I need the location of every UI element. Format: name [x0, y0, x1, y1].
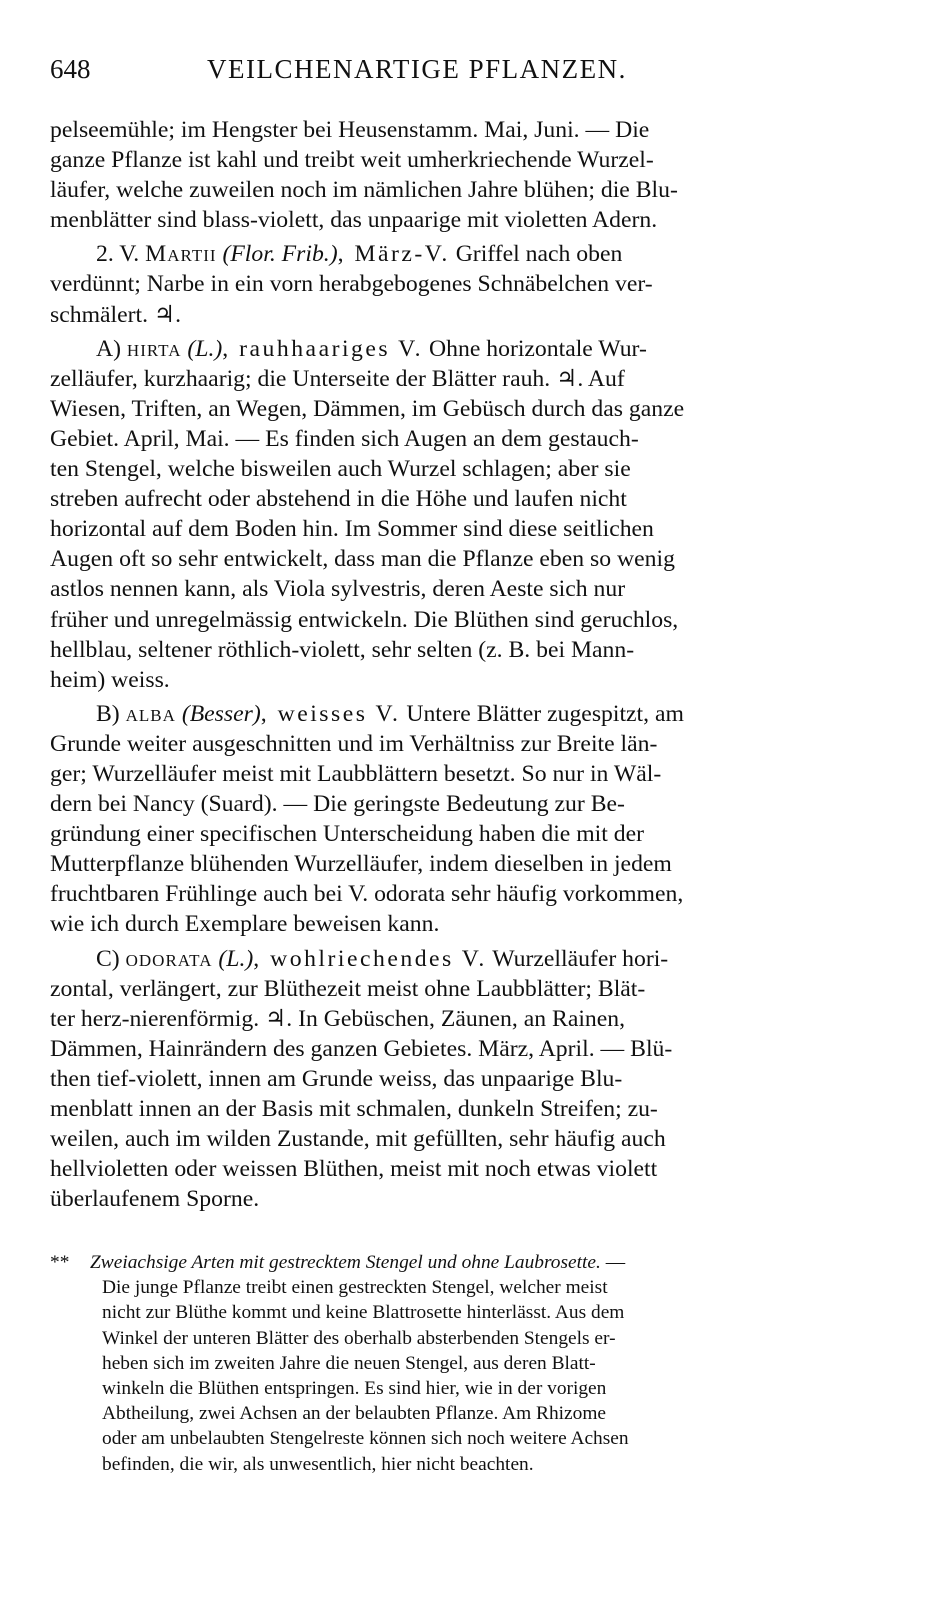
heading-text: Untere Blätter zugespitzt, am — [400, 700, 684, 727]
text-line: Gebiet. April, Mai. — Es finden sich Augen an dem gestauch- — [50, 425, 639, 452]
text-line: hellvioletten oder weissen Blüthen, meist mit noch etwas violett — [50, 1156, 658, 1183]
text-line: wie ich durch Exemplare beweisen kann. — [50, 911, 440, 938]
footnote-line: oder am unbelaubten Stengelreste können sich noch weitere Achsen — [102, 1428, 629, 1450]
text-line: Wiesen, Triften, an Wegen, Dämmen, im Gebüsch durch das ganze — [50, 395, 685, 422]
footnote-line: Abtheilung, zwei Achsen an der belaubten Pflanze. Am Rhizome — [102, 1403, 607, 1425]
paragraph-variety-odorata — [50, 944, 862, 1215]
text-line: heim) weiss. — [50, 666, 170, 693]
variety-name: odorata — [125, 945, 213, 972]
text-line: ter herz-nierenförmig. ♃. In Gebüschen, Zäunen, an Rainen, — [50, 1005, 626, 1032]
footnote-line: befinden, die wir, als unwesentlich, hier nicht beachten. — [102, 1453, 534, 1475]
variety-heading-line — [50, 334, 862, 364]
variety-authority: (Besser) — [181, 700, 261, 727]
text-line: verdünnt; Narbe in ein vorn herabgebogenes Schnäbelchen ver- — [50, 271, 653, 298]
variety-letter: A) — [96, 335, 127, 362]
text-line: menblätter sind blass-violett, das unpaarige mit violetten Adern. — [50, 207, 658, 234]
variety-letter: C) — [96, 945, 126, 972]
paragraph-variety-hirta — [50, 334, 862, 695]
text-line: ger; Wurzelläufer meist mit Laubblättern besetzt. So nur in Wäl- — [50, 760, 662, 787]
text-line: ganze Pflanze ist kahl und treibt weit umherkriechende Wurzel- — [50, 147, 654, 174]
variety-name: alba — [125, 700, 176, 727]
paragraph-continued — [50, 115, 862, 235]
footnote-heading-line — [50, 1250, 870, 1275]
text-line: streben aufrecht oder abstehend in die Höhe und laufen nicht — [50, 486, 627, 513]
variety-heading-line — [50, 944, 862, 974]
common-name: , rauhhaariges V. — [222, 335, 424, 362]
footnote-dash: — — [600, 1252, 626, 1273]
text-line: pelseemühle; im Hengster bei Heusenstamm. Mai, Juni. — Die — [50, 117, 650, 143]
text-line: ten Stengel, welche bisweilen auch Wurzel schlagen; aber sie — [50, 456, 631, 483]
species-authority: (Flor. Frib.) — [222, 241, 338, 268]
species-name: Martii — [145, 241, 217, 268]
paragraph-species-martii — [50, 239, 862, 329]
common-name: , weisses V. — [260, 700, 401, 727]
text-line: zontal, verlängert, zur Blüthezeit meist ohne Laubblätter; Blät- — [50, 975, 646, 1002]
text-line: Augen oft so sehr entwickelt, dass man die Pflanze eben so wenig — [50, 546, 675, 573]
text-line: fruchtbaren Frühlinge auch bei V. odorata sehr häufig vorkommen, — [50, 881, 684, 908]
body-text — [50, 115, 862, 1218]
text-line: überlaufenem Sporne. — [50, 1186, 260, 1213]
page-header — [50, 54, 870, 94]
text-line: Dämmen, Hainrändern des ganzen Gebietes. März, April. — Blü- — [50, 1035, 673, 1062]
text-line: schmälert. ♃. — [50, 301, 182, 328]
heading-text: Ohne horizontale Wur- — [423, 335, 647, 362]
variety-authority: (L.) — [218, 945, 254, 972]
variety-heading-line — [50, 699, 862, 729]
text-line: dern bei Nancy (Suard). — Die geringste Bedeutung zur Be- — [50, 791, 625, 818]
heading-text: Wurzelläufer hori- — [486, 945, 669, 972]
heading-text: Griffel nach oben — [449, 241, 623, 268]
footnote-line: winkeln die Blüthen entspringen. Es sind hier, wie in der vorigen — [102, 1378, 607, 1400]
common-name: , wohlriechendes V. — [253, 945, 487, 972]
variety-name: hirta — [126, 335, 182, 362]
footnote-heading: Zweiachsige Arten mit gestrecktem Stengel und ohne Laubrosette. — [90, 1252, 601, 1273]
common-name: , März-V. — [337, 241, 450, 268]
variety-authority: (L.) — [187, 335, 223, 362]
footnote-mark: ** — [50, 1252, 70, 1273]
variety-letter: B) — [96, 700, 126, 727]
text-line: astlos nennen kann, als Viola sylvestris, deren Aeste sich nur — [50, 576, 626, 603]
text-line: horizontal auf dem Boden hin. Im Sommer sind diese seitlichen — [50, 516, 654, 543]
footnote-line: Die junge Pflanze treibt einen gestreckten Stengel, welcher meist — [102, 1277, 608, 1299]
text-line: gründung einer specifischen Unterscheidung haben die mit der — [50, 821, 644, 848]
page-number: 648 — [50, 54, 91, 84]
text-line: früher und unregelmässig entwickeln. Die Blüthen sind geruchlos, — [50, 606, 679, 633]
text-line: hellblau, seltener röthlich-violett, sehr selten (z. B. bei Mann- — [50, 636, 635, 663]
footnote-line: heben sich im zweiten Jahre die neuen Stengel, aus deren Blatt- — [102, 1352, 596, 1374]
text-line: Grunde weiter ausgeschnitten und im Verhältniss zur Breite län- — [50, 730, 658, 757]
entry-number: 2. V. — [96, 241, 146, 268]
text-line: menblatt innen an der Basis mit schmalen, dunkeln Streifen; zu- — [50, 1096, 658, 1122]
running-title: VEILCHENARTIGE PFLANZEN. — [207, 54, 627, 84]
footnote-line: nicht zur Blüthe kommt und keine Blattrosette hinterlässt. Aus dem — [102, 1302, 625, 1324]
text-line: weilen, auch im wilden Zustande, mit gefüllten, sehr häufig auch — [50, 1126, 666, 1153]
footnote — [50, 1250, 870, 1477]
species-heading-line — [50, 239, 862, 269]
paragraph-variety-alba — [50, 699, 862, 940]
text-line: läufer, welche zuweilen noch im nämlichen Jahre blühen; die Blu- — [50, 177, 678, 204]
footnote-line: Winkel der unteren Blätter des oberhalb absterbenden Stengels er- — [102, 1327, 616, 1349]
text-line: zelläufer, kurzhaarig; die Unterseite der Blätter rauh. ♃. Auf — [50, 365, 625, 392]
text-line: then tief-violett, innen am Grunde weiss, das unpaarige Blu- — [50, 1065, 623, 1092]
text-line: Mutterpflanze blühenden Wurzelläufer, indem dieselben in jedem — [50, 851, 672, 878]
